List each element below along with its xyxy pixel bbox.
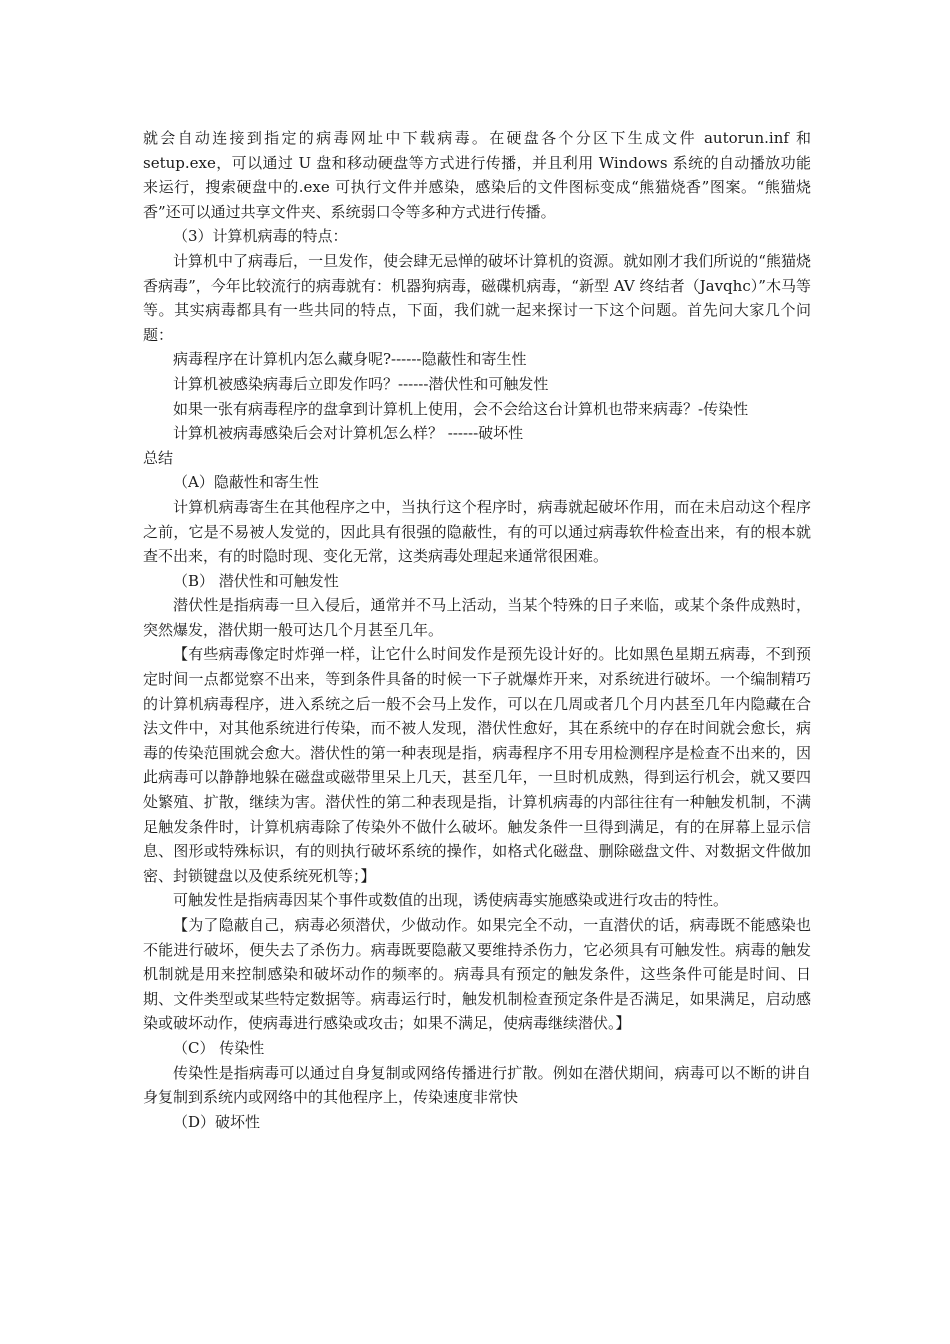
heading-infectivity: （C） 传染性 — [173, 1038, 265, 1057]
question-infect: 如果一张有病毒程序的盘拿到计算机上使用，会不会给这台计算机也带来病毒？-传染性 — [173, 399, 749, 418]
paragraph-intro: 就会自动连接到指定的病毒网址中下载病毒。在硬盘各个分区下生成文件 autorun.inf 和 setup.exe，可以通过 U 盘和移动硬盘等方式进行传播，并且利用 Windows 系统的自动播放功能来运行，搜索硬盘中的.exe 可执行文件并感染，感染后的文件图标变成“熊猫烧香”图案。“熊猫烧香”还可以通过共享文件夹、系统弱口令等多种方式进行传播。 — [143, 129, 811, 221]
paragraph-latency-detail: 【有些病毒像定时炸弹一样，让它什么时间发作是预先设计好的。比如黑色星期五病毒，不到预定时间一点都觉察不出来，等到条件具备的时候一下子就爆炸开来，对系统进行破坏。一个编制精巧的计算机病毒程序，进入系统之后一般不会马上发作，可以在几周或者几个月内甚至几年内隐藏在合法文件中，对其他系统进行传染，而不被人发现，潜伏性愈好，其在系统中的存在时间就会愈长，病毒的传染范围就会愈大。潜伏性的第一种表现是指，病毒程序不用专用检测程序是检查不出来的，因此病毒可以静静地躲在磁盘或磁带里呆上几天，甚至几年，一旦时机成熟，得到运行机会，就又要四处繁殖、扩散，继续为害。潜伏性的第二种表现是指，计算机病毒的内部往往有一种触发机制，不满足触发条件时，计算机病毒除了传染外不做什么破坏。触发条件一旦得到满足，有的在屏幕上显示信息、图形或特殊标识，有的则执行破坏系统的操作，如格式化磁盘、删除磁盘文件、对数据文件做加密、封锁键盘以及使系统死机等；】 — [143, 645, 811, 885]
heading-virus-features: （3）计算机病毒的特点： — [173, 227, 348, 246]
question-hide: 病毒程序在计算机内怎么藏身呢?------隐蔽性和寄生性 — [173, 350, 527, 369]
summary-label: 总结 — [143, 448, 174, 467]
paragraph-concealment: 计算机病毒寄生在其他程序之中，当执行这个程序时，病毒就起破坏作用，而在未启动这个程序之前，它是不易被人发觉的，因此具有很强的隐蔽性，有的可以通过病毒软件检查出来，有的根本就查不出来，有的时隐时现、变化无常，这类病毒处理起来通常很困难。 — [143, 497, 811, 566]
heading-latency: （B） 潜伏性和可触发性 — [173, 571, 339, 590]
paragraph-infectivity: 传染性是指病毒可以通过自身复制或网络传播进行扩散。例如在潜伏期间，病毒可以不断的讲自身复制到系统内或网络中的其他程序上，传染速度非常快 — [143, 1063, 811, 1107]
paragraph-trigger-detail: 【为了隐蔽自己，病毒必须潜伏，少做动作。如果完全不动，一直潜伏的话，病毒既不能感染也不能进行破坏，便失去了杀伤力。病毒既要隐蔽又要维持杀伤力，它必须具有可触发性。病毒的触发机制就是用来控制感染和破坏动作的频率的。病毒具有预定的触发条件，这些条件可能是时间、日期、文件类型或某些特定数据等。病毒运行时，触发机制检查预定条件是否满足，如果满足，启动感染或破坏动作，使病毒进行感染或攻击；如果不满足，使病毒继续潜伏。】 — [143, 916, 811, 1033]
paragraph-features-intro: 计算机中了病毒后，一旦发作，使会肆无忌惮的破坏计算机的资源。就如刚才我们所说的“熊猫烧香病毒”，今年比较流行的病毒就有：机器狗病毒，磁碟机病毒，“新型 AV 终结者（Javqhc）”木马等等。其实病毒都具有一些共同的特点，下面，我们就一起来探讨一下这个问题。首先问大家几个问题： — [143, 251, 811, 344]
heading-concealment: （A）隐蔽性和寄生性 — [173, 473, 319, 492]
question-trigger: 计算机被感染病毒后立即发作吗？------潜伏性和可触发性 — [173, 374, 549, 393]
paragraph-latency: 潜伏性是指病毒一旦入侵后，通常并不马上活动，当某个特殊的日子来临，或某个条件成熟时，突然爆发，潜伏期一般可达几个月甚至几年。 — [143, 596, 811, 639]
document-body — [143, 126, 811, 1134]
paragraph-triggerability: 可触发性是指病毒因某个事件或数值的出现，诱使病毒实施感染或进行攻击的特性。 — [173, 891, 729, 910]
question-destroy: 计算机被病毒感染后会对计算机怎么样？ ------破坏性 — [173, 424, 524, 443]
heading-destructiveness: （D）破坏性 — [173, 1112, 261, 1131]
